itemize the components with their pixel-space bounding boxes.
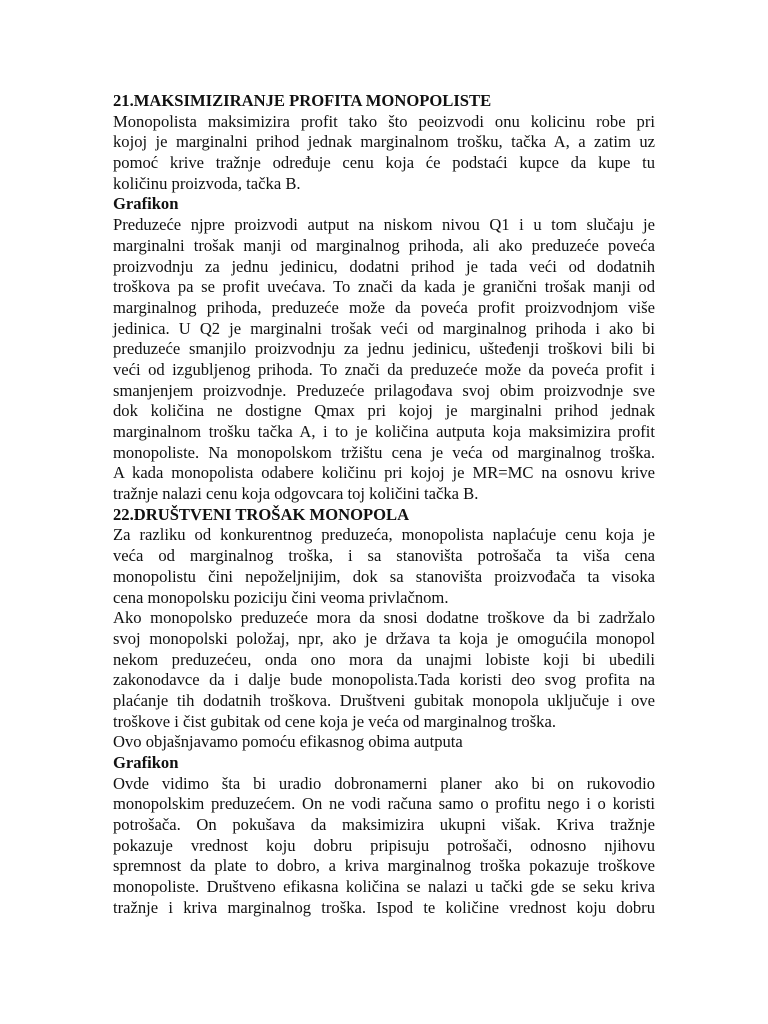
text-line: dok količina ne dostigne Qmax pri kojoj je marginalni prihod jednak (113, 401, 655, 421)
text-line: tražnje nalazi cenu koja odgovcara toj količini tačka B. (113, 484, 479, 504)
text-line: cena monopolsku poziciju čini veoma privlačnom. (113, 587, 449, 607)
text-line: marginalnog prihoda, preduzeće može da poveća profit proizvodnjom više (113, 297, 655, 317)
text-line: zakonodavce da i dalje bude monopolista.Tada koristi deo svog profita na (113, 670, 655, 690)
document-page (113, 91, 655, 919)
text-line: pokazuje vrednost koju dobru pripisuju potrošači, odnosno njihovu (113, 835, 655, 855)
text-line: Preduzeće njpre proizvodi autput na niskom nivou Q1 i u tom slučaju je (113, 215, 655, 235)
text-line: troškova pa se profit uvećava. To znači da kada je granični trošak manji od (113, 277, 655, 297)
section-heading: Grafikon (113, 753, 179, 772)
text-line: marginalni trošak manji od marginalnog prihoda, ali ako preduzeće poveća (113, 235, 655, 255)
text-line: monopolskim preduzećem. On ne vodi računa samo o profitu nego i o koristi (113, 794, 655, 814)
text-line: A kada monopolista odabere količinu pri kojoj je MR=MC na osnovu krive (113, 463, 655, 483)
text-line: spremnost da plate to dobro, a kriva marginalnog troška pokazuje troškove (113, 856, 655, 876)
text-line: Za razliku od konkurentnog preduzeća, monopolista naplaćuje cenu koja je (113, 525, 655, 545)
text-line: preduzeće smanjilo proizvodnju za jednu jedinicu, ušteđenji troškovi bili bi (113, 339, 655, 359)
text-line: kojoj je marginalni prihod jednak marginalnom trošku, tačka A, a zatim uz (113, 132, 655, 152)
text-line: smanjenjem proizvodnje. Preduzeće prilagođava svoj obim proizvodnje sve (113, 380, 655, 400)
text-line: plaćanje tih dodatnih troškova. Društveni gubitak monopola uključuje i ove (113, 690, 655, 710)
text-line: marginalnom trošku tačka A, i to je količina autputa koja maksimizira profit (113, 422, 655, 441)
text-line: Ako monopolsko preduzeće mora da snosi dodatne troškove da bi zadržalo (113, 608, 655, 628)
text-line: troškove i čist gubitak od cene koja je veća od marginalnog troška. (113, 711, 556, 731)
text-line: nekom preduzećeu, onda ono mora da unajmi lobiste koji bi ubedili (113, 649, 655, 669)
text-line: monopolistu čini nepoželjnijim, dok sa stanovišta proizvođača ta visoka (113, 566, 655, 586)
text-line: tražnje i kriva marginalnog troška. Ispod te količine vrednost koju dobru (113, 897, 655, 917)
text-line: Ovde vidimo šta bi uradio dobronamerni planer ako bi on rukovodio (113, 773, 655, 793)
text-line: svoj monopolski položaj, npr, ako je država ta koja je omogućila monopol (113, 628, 655, 648)
text-line: veći od izgubljenog prihoda. To znači da preduzeće može da poveća profit i (113, 359, 655, 379)
text-line: Monopolista maksimizira profit tako što peoizvodi onu kolicinu robe pri (113, 111, 655, 131)
text-line: jedinica. U Q2 je marginalni trošak veći od marginalnog prihoda i ako bi (113, 318, 655, 338)
text-line: proizvodnju za jednu jedinicu, dodatni prihod je tada veći od dodatnih (113, 256, 655, 276)
section-heading: 21.MAKSIMIZIRANJE PROFITA MONOPOLISTE (113, 91, 492, 110)
text-line: veća od marginalnog troška, i sa stanovišta potrošača ta viša cena (113, 546, 655, 566)
text-line: Ovo objašnjavamo pomoću efikasnog obima autputa (113, 732, 463, 752)
text-line: količinu proizvoda, tačka B. (113, 173, 301, 193)
text-line: pomoć krive tražnje određuje cenu koja će podstaći kupce da kupe tu (113, 153, 655, 173)
section-heading: 22.DRUŠTVENI TROŠAK MONOPOLA (113, 504, 410, 524)
text-line: monopoliste. Društveno efikasna količina se nalazi u tački gde se seku kriva (113, 877, 655, 897)
text-line: monopoliste. Na monopolskom tržištu cena je veća od marginalnog troška. (113, 442, 655, 462)
text-line: potrošača. On pokušava da maksimizira ukupni višak. Kriva tražnje (113, 815, 655, 835)
section-heading: Grafikon (113, 194, 179, 214)
